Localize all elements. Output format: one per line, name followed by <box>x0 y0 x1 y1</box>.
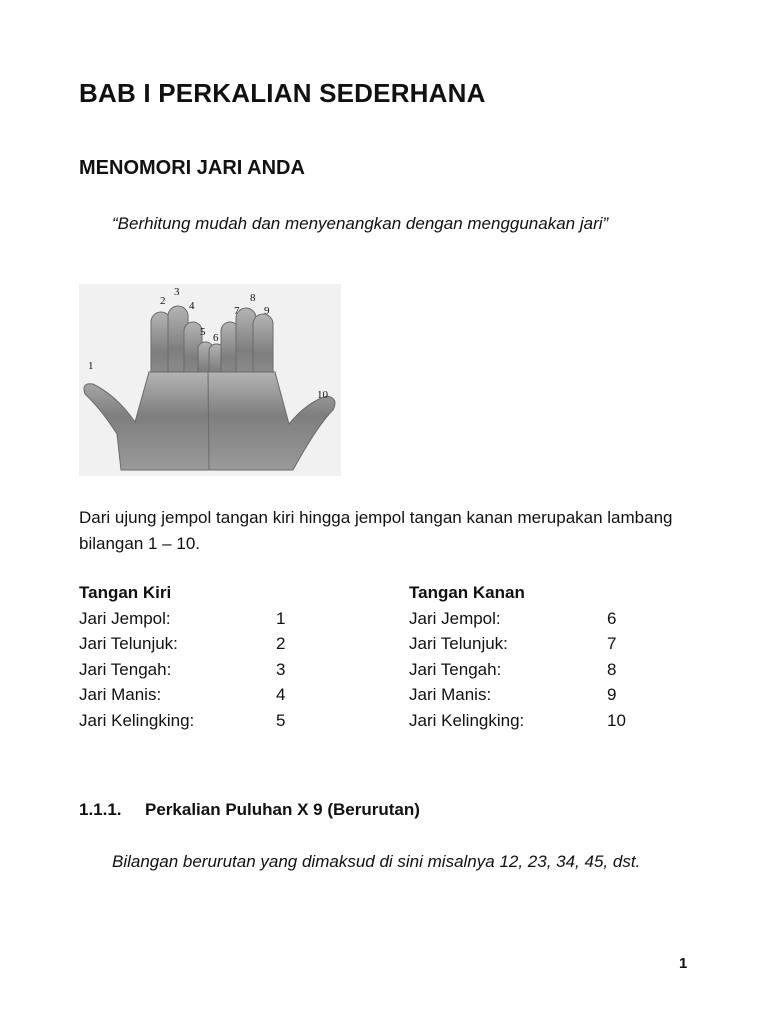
finger-name: Jari Manis: <box>79 685 162 704</box>
finger-row <box>409 682 617 708</box>
finger-name: Jari Tengah: <box>409 659 502 679</box>
finger-label-8: 8 <box>250 292 256 304</box>
finger-label-2: 2 <box>160 295 166 307</box>
finger-row <box>79 631 286 657</box>
finger-label-4: 4 <box>189 300 195 312</box>
finger-number: 4 <box>276 685 286 704</box>
finger-row <box>79 682 286 708</box>
left-hand-title: Tangan Kiri <box>79 583 172 602</box>
right-hand-title: Tangan Kanan <box>409 583 525 602</box>
finger-name: Jari Jempol: <box>79 608 171 628</box>
finger-name: Jari Kelingking: <box>409 710 525 730</box>
finger-label-1: 1 <box>88 360 94 372</box>
finger-number: 5 <box>276 710 286 730</box>
finger-name: Jari Telunjuk: <box>409 634 508 653</box>
finger-name: Jari Telunjuk: <box>79 634 178 653</box>
left-hand-table <box>79 580 286 733</box>
intro-paragraph: Dari ujung jempol tangan kiri hingga jempol tangan kanan merupakan lambang bilangan 1 – 10. <box>79 508 673 553</box>
finger-number: 7 <box>607 634 617 653</box>
finger-label-10: 10 <box>317 389 328 401</box>
section-heading: MENOMORI JARI ANDA <box>79 157 305 179</box>
finger-number: 2 <box>276 634 286 653</box>
subsection-heading <box>79 800 420 820</box>
chapter-title: BAB I PERKALIAN SEDERHANA <box>79 78 486 108</box>
finger-row <box>79 606 286 632</box>
finger-label-3: 3 <box>174 286 180 298</box>
finger-number: 6 <box>607 608 617 628</box>
finger-label-9: 9 <box>264 305 270 317</box>
finger-row <box>79 708 286 734</box>
hands-figure <box>79 284 341 476</box>
finger-name: Jari Kelingking: <box>79 710 195 730</box>
subsection-title: Perkalian Puluhan X 9 (Berurutan) <box>145 800 420 819</box>
finger-number: 3 <box>276 659 286 679</box>
example-paragraph: Bilangan berurutan yang dimaksud di sini misalnya 12, 23, 34, 45, dst. <box>112 852 641 871</box>
finger-row <box>409 606 617 632</box>
page-number: 1 <box>679 955 688 972</box>
finger-name: Jari Manis: <box>409 685 492 704</box>
finger-number: 8 <box>607 659 617 679</box>
finger-number: 10 <box>607 710 626 730</box>
finger-row <box>409 657 617 683</box>
finger-row <box>409 631 617 657</box>
finger-number: 1 <box>276 608 286 628</box>
finger-number: 9 <box>607 685 617 704</box>
finger-name: Jari Tengah: <box>79 659 172 679</box>
finger-label-6: 6 <box>213 332 219 344</box>
hands-illustration <box>79 284 341 476</box>
finger-label-5: 5 <box>200 326 206 338</box>
quote-text: “Berhitung mudah dan menyenangkan dengan menggunakan jari” <box>112 214 609 233</box>
finger-row <box>409 708 626 734</box>
right-hand-table <box>409 580 626 733</box>
finger-name: Jari Jempol: <box>409 608 501 628</box>
finger-label-7: 7 <box>234 305 240 317</box>
subsection-number: 1.1.1. <box>79 800 122 819</box>
finger-row <box>79 657 286 683</box>
